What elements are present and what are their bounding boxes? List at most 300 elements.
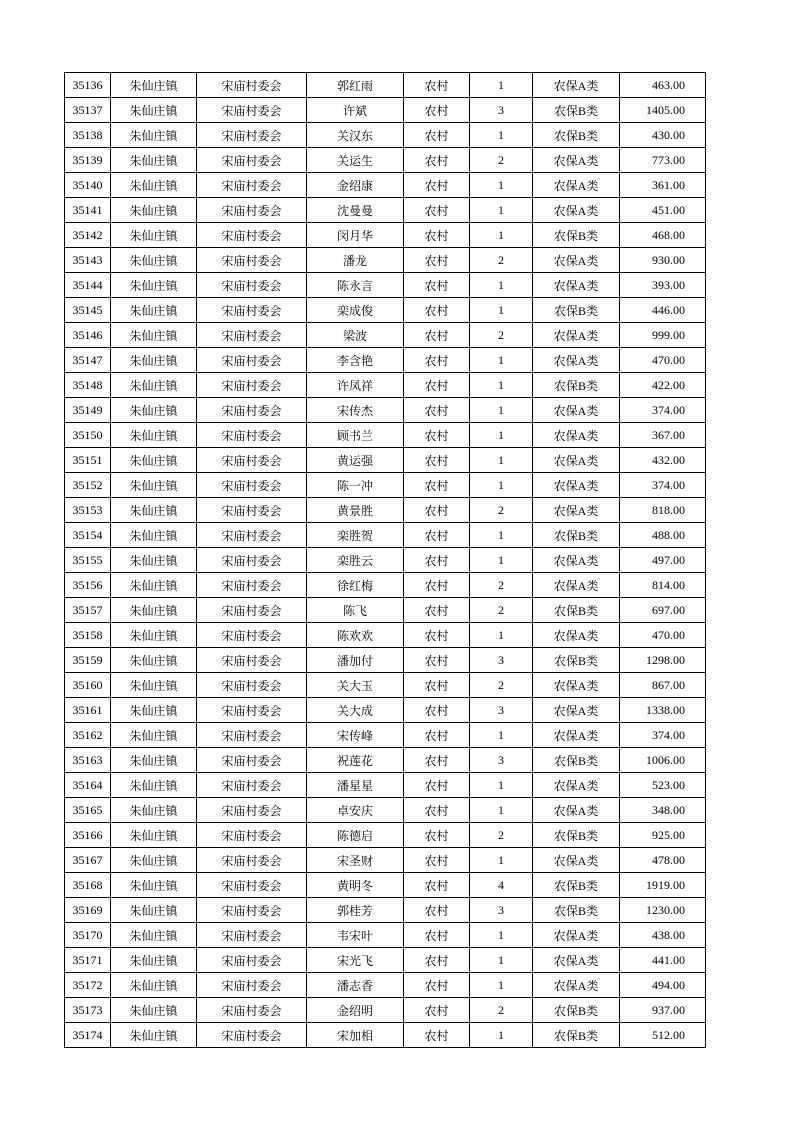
cell-count: 1 xyxy=(470,923,533,948)
cell-amount: 470.00 xyxy=(620,623,706,648)
cell-id: 35155 xyxy=(65,548,111,573)
cell-id: 35163 xyxy=(65,748,111,773)
cell-name: 徐红梅 xyxy=(307,573,404,598)
cell-insurance-type: 农保A类 xyxy=(533,723,620,748)
cell-id: 35157 xyxy=(65,598,111,623)
cell-id: 35166 xyxy=(65,823,111,848)
cell-village-committee: 宋庙村委会 xyxy=(197,598,307,623)
cell-amount: 430.00 xyxy=(620,123,706,148)
table-row xyxy=(65,123,706,148)
cell-id: 35165 xyxy=(65,798,111,823)
cell-id: 35168 xyxy=(65,873,111,898)
cell-id: 35172 xyxy=(65,973,111,998)
cell-amount: 441.00 xyxy=(620,948,706,973)
cell-count: 3 xyxy=(470,98,533,123)
cell-name: 宋传杰 xyxy=(307,398,404,423)
cell-id: 35167 xyxy=(65,848,111,873)
cell-count: 1 xyxy=(470,548,533,573)
cell-count: 1 xyxy=(470,623,533,648)
cell-village-committee: 宋庙村委会 xyxy=(197,798,307,823)
table-row xyxy=(65,248,706,273)
cell-village-committee: 宋庙村委会 xyxy=(197,98,307,123)
cell-amount: 451.00 xyxy=(620,198,706,223)
table-row xyxy=(65,748,706,773)
cell-amount: 1405.00 xyxy=(620,98,706,123)
cell-town: 朱仙庄镇 xyxy=(111,673,197,698)
cell-name: 许凤祥 xyxy=(307,373,404,398)
cell-town: 朱仙庄镇 xyxy=(111,573,197,598)
cell-id: 35161 xyxy=(65,698,111,723)
cell-id: 35148 xyxy=(65,373,111,398)
table-row xyxy=(65,548,706,573)
cell-insurance-type: 农保B类 xyxy=(533,1023,620,1048)
cell-count: 1 xyxy=(470,398,533,423)
cell-amount: 422.00 xyxy=(620,373,706,398)
cell-category: 农村 xyxy=(404,448,470,473)
cell-village-committee: 宋庙村委会 xyxy=(197,973,307,998)
cell-insurance-type: 农保B类 xyxy=(533,223,620,248)
cell-id: 35154 xyxy=(65,523,111,548)
cell-count: 1 xyxy=(470,223,533,248)
cell-insurance-type: 农保A类 xyxy=(533,273,620,298)
table-row xyxy=(65,998,706,1023)
cell-category: 农村 xyxy=(404,173,470,198)
cell-insurance-type: 农保B类 xyxy=(533,873,620,898)
cell-town: 朱仙庄镇 xyxy=(111,348,197,373)
cell-town: 朱仙庄镇 xyxy=(111,548,197,573)
table-row xyxy=(65,423,706,448)
cell-count: 1 xyxy=(470,123,533,148)
cell-insurance-type: 农保A类 xyxy=(533,773,620,798)
cell-category: 农村 xyxy=(404,348,470,373)
table-row xyxy=(65,573,706,598)
cell-name: 宋圣财 xyxy=(307,848,404,873)
cell-count: 1 xyxy=(470,523,533,548)
table-row xyxy=(65,223,706,248)
cell-town: 朱仙庄镇 xyxy=(111,648,197,673)
cell-village-committee: 宋庙村委会 xyxy=(197,823,307,848)
table-row xyxy=(65,948,706,973)
cell-count: 1 xyxy=(470,448,533,473)
cell-amount: 999.00 xyxy=(620,323,706,348)
cell-name: 韦宋叶 xyxy=(307,923,404,948)
table-row xyxy=(65,798,706,823)
cell-category: 农村 xyxy=(404,948,470,973)
cell-category: 农村 xyxy=(404,398,470,423)
cell-amount: 523.00 xyxy=(620,773,706,798)
cell-category: 农村 xyxy=(404,848,470,873)
cell-count: 1 xyxy=(470,798,533,823)
cell-insurance-type: 农保B类 xyxy=(533,373,620,398)
cell-village-committee: 宋庙村委会 xyxy=(197,223,307,248)
cell-id: 35140 xyxy=(65,173,111,198)
table-row xyxy=(65,198,706,223)
cell-id: 35151 xyxy=(65,448,111,473)
cell-count: 3 xyxy=(470,898,533,923)
cell-village-committee: 宋庙村委会 xyxy=(197,1023,307,1048)
cell-town: 朱仙庄镇 xyxy=(111,223,197,248)
cell-amount: 348.00 xyxy=(620,798,706,823)
table-row xyxy=(65,523,706,548)
cell-insurance-type: 农保A类 xyxy=(533,398,620,423)
cell-village-committee: 宋庙村委会 xyxy=(197,848,307,873)
cell-category: 农村 xyxy=(404,873,470,898)
cell-count: 1 xyxy=(470,373,533,398)
cell-name: 潘龙 xyxy=(307,248,404,273)
cell-town: 朱仙庄镇 xyxy=(111,873,197,898)
cell-town: 朱仙庄镇 xyxy=(111,323,197,348)
table-row xyxy=(65,148,706,173)
cell-amount: 925.00 xyxy=(620,823,706,848)
cell-id: 35162 xyxy=(65,723,111,748)
cell-town: 朱仙庄镇 xyxy=(111,373,197,398)
cell-name: 潘加付 xyxy=(307,648,404,673)
cell-insurance-type: 农保A类 xyxy=(533,848,620,873)
cell-name: 潘志香 xyxy=(307,973,404,998)
cell-insurance-type: 农保A类 xyxy=(533,623,620,648)
cell-id: 35159 xyxy=(65,648,111,673)
cell-name: 李含艳 xyxy=(307,348,404,373)
cell-name: 陈德启 xyxy=(307,823,404,848)
cell-id: 35141 xyxy=(65,198,111,223)
cell-id: 35171 xyxy=(65,948,111,973)
cell-village-committee: 宋庙村委会 xyxy=(197,498,307,523)
cell-amount: 438.00 xyxy=(620,923,706,948)
table-row xyxy=(65,673,706,698)
cell-name: 陈永言 xyxy=(307,273,404,298)
cell-id: 35173 xyxy=(65,998,111,1023)
cell-amount: 818.00 xyxy=(620,498,706,523)
table-row xyxy=(65,98,706,123)
cell-insurance-type: 农保B类 xyxy=(533,598,620,623)
cell-count: 2 xyxy=(470,673,533,698)
cell-insurance-type: 农保A类 xyxy=(533,673,620,698)
cell-id: 35138 xyxy=(65,123,111,148)
cell-amount: 432.00 xyxy=(620,448,706,473)
cell-amount: 393.00 xyxy=(620,273,706,298)
cell-category: 农村 xyxy=(404,898,470,923)
cell-count: 1 xyxy=(470,423,533,448)
cell-insurance-type: 农保A类 xyxy=(533,448,620,473)
cell-town: 朱仙庄镇 xyxy=(111,423,197,448)
cell-town: 朱仙庄镇 xyxy=(111,523,197,548)
cell-town: 朱仙庄镇 xyxy=(111,773,197,798)
cell-category: 农村 xyxy=(404,223,470,248)
cell-amount: 1230.00 xyxy=(620,898,706,923)
cell-insurance-type: 农保A类 xyxy=(533,473,620,498)
table-row xyxy=(65,823,706,848)
cell-count: 3 xyxy=(470,698,533,723)
cell-town: 朱仙庄镇 xyxy=(111,973,197,998)
table-row xyxy=(65,298,706,323)
cell-name: 卓安庆 xyxy=(307,798,404,823)
cell-village-committee: 宋庙村委会 xyxy=(197,898,307,923)
cell-name: 陈欢欢 xyxy=(307,623,404,648)
cell-amount: 494.00 xyxy=(620,973,706,998)
cell-village-committee: 宋庙村委会 xyxy=(197,698,307,723)
cell-name: 闵月华 xyxy=(307,223,404,248)
cell-name: 黄明冬 xyxy=(307,873,404,898)
cell-category: 农村 xyxy=(404,1023,470,1048)
cell-amount: 463.00 xyxy=(620,73,706,98)
cell-count: 2 xyxy=(470,598,533,623)
cell-insurance-type: 农保B类 xyxy=(533,823,620,848)
cell-town: 朱仙庄镇 xyxy=(111,298,197,323)
cell-insurance-type: 农保B类 xyxy=(533,748,620,773)
cell-name: 关大玉 xyxy=(307,673,404,698)
cell-village-committee: 宋庙村委会 xyxy=(197,948,307,973)
cell-amount: 468.00 xyxy=(620,223,706,248)
cell-amount: 814.00 xyxy=(620,573,706,598)
cell-name: 郭桂芳 xyxy=(307,898,404,923)
cell-name: 郭红雨 xyxy=(307,73,404,98)
cell-insurance-type: 农保A类 xyxy=(533,423,620,448)
cell-town: 朱仙庄镇 xyxy=(111,273,197,298)
cell-category: 农村 xyxy=(404,148,470,173)
cell-count: 2 xyxy=(470,248,533,273)
cell-name: 金绍康 xyxy=(307,173,404,198)
cell-id: 35153 xyxy=(65,498,111,523)
table-row xyxy=(65,273,706,298)
table-row xyxy=(65,1023,706,1048)
cell-village-committee: 宋庙村委会 xyxy=(197,323,307,348)
cell-name: 栾胜云 xyxy=(307,548,404,573)
cell-category: 农村 xyxy=(404,598,470,623)
cell-count: 1 xyxy=(470,273,533,298)
cell-name: 关汉东 xyxy=(307,123,404,148)
cell-category: 农村 xyxy=(404,248,470,273)
cell-count: 2 xyxy=(470,823,533,848)
cell-insurance-type: 农保A类 xyxy=(533,348,620,373)
cell-insurance-type: 农保A类 xyxy=(533,73,620,98)
cell-name: 金绍明 xyxy=(307,998,404,1023)
cell-town: 朱仙庄镇 xyxy=(111,1023,197,1048)
table-row xyxy=(65,348,706,373)
cell-name: 栾胜贺 xyxy=(307,523,404,548)
cell-village-committee: 宋庙村委会 xyxy=(197,873,307,898)
cell-town: 朱仙庄镇 xyxy=(111,998,197,1023)
cell-insurance-type: 农保A类 xyxy=(533,798,620,823)
cell-name: 沈曼曼 xyxy=(307,198,404,223)
cell-id: 35156 xyxy=(65,573,111,598)
table-row xyxy=(65,323,706,348)
cell-town: 朱仙庄镇 xyxy=(111,848,197,873)
cell-town: 朱仙庄镇 xyxy=(111,448,197,473)
cell-id: 35139 xyxy=(65,148,111,173)
cell-insurance-type: 农保A类 xyxy=(533,923,620,948)
cell-village-committee: 宋庙村委会 xyxy=(197,623,307,648)
cell-id: 35164 xyxy=(65,773,111,798)
cell-id: 35144 xyxy=(65,273,111,298)
cell-insurance-type: 农保B类 xyxy=(533,298,620,323)
cell-id: 35158 xyxy=(65,623,111,648)
cell-village-committee: 宋庙村委会 xyxy=(197,273,307,298)
cell-category: 农村 xyxy=(404,973,470,998)
cell-amount: 930.00 xyxy=(620,248,706,273)
cell-insurance-type: 农保A类 xyxy=(533,573,620,598)
cell-count: 1 xyxy=(470,773,533,798)
cell-name: 顾书兰 xyxy=(307,423,404,448)
cell-amount: 867.00 xyxy=(620,673,706,698)
cell-category: 农村 xyxy=(404,923,470,948)
cell-town: 朱仙庄镇 xyxy=(111,73,197,98)
cell-category: 农村 xyxy=(404,698,470,723)
cell-village-committee: 宋庙村委会 xyxy=(197,748,307,773)
cell-category: 农村 xyxy=(404,73,470,98)
cell-town: 朱仙庄镇 xyxy=(111,198,197,223)
cell-count: 2 xyxy=(470,498,533,523)
cell-village-committee: 宋庙村委会 xyxy=(197,398,307,423)
cell-category: 农村 xyxy=(404,773,470,798)
cell-count: 1 xyxy=(470,948,533,973)
cell-category: 农村 xyxy=(404,723,470,748)
cell-count: 1 xyxy=(470,723,533,748)
cell-amount: 1338.00 xyxy=(620,698,706,723)
cell-insurance-type: 农保B类 xyxy=(533,898,620,923)
cell-amount: 1298.00 xyxy=(620,648,706,673)
table-row xyxy=(65,473,706,498)
cell-id: 35146 xyxy=(65,323,111,348)
cell-id: 35149 xyxy=(65,398,111,423)
table-row xyxy=(65,373,706,398)
cell-village-committee: 宋庙村委会 xyxy=(197,673,307,698)
cell-id: 35147 xyxy=(65,348,111,373)
cell-name: 梁波 xyxy=(307,323,404,348)
cell-category: 农村 xyxy=(404,423,470,448)
cell-category: 农村 xyxy=(404,323,470,348)
cell-insurance-type: 农保A类 xyxy=(533,248,620,273)
table-body xyxy=(65,73,706,1048)
cell-insurance-type: 农保A类 xyxy=(533,148,620,173)
cell-town: 朱仙庄镇 xyxy=(111,173,197,198)
cell-amount: 374.00 xyxy=(620,398,706,423)
cell-village-committee: 宋庙村委会 xyxy=(197,73,307,98)
cell-town: 朱仙庄镇 xyxy=(111,823,197,848)
cell-town: 朱仙庄镇 xyxy=(111,148,197,173)
cell-amount: 488.00 xyxy=(620,523,706,548)
cell-id: 35137 xyxy=(65,98,111,123)
cell-amount: 1006.00 xyxy=(620,748,706,773)
cell-town: 朱仙庄镇 xyxy=(111,898,197,923)
cell-category: 农村 xyxy=(404,98,470,123)
cell-count: 1 xyxy=(470,298,533,323)
cell-village-committee: 宋庙村委会 xyxy=(197,298,307,323)
cell-amount: 478.00 xyxy=(620,848,706,873)
cell-count: 3 xyxy=(470,648,533,673)
cell-insurance-type: 农保A类 xyxy=(533,323,620,348)
cell-insurance-type: 农保B类 xyxy=(533,648,620,673)
cell-category: 农村 xyxy=(404,198,470,223)
table-row xyxy=(65,698,706,723)
table-row xyxy=(65,873,706,898)
cell-id: 35150 xyxy=(65,423,111,448)
cell-insurance-type: 农保B类 xyxy=(533,123,620,148)
table-row xyxy=(65,498,706,523)
cell-category: 农村 xyxy=(404,298,470,323)
table-row xyxy=(65,923,706,948)
cell-town: 朱仙庄镇 xyxy=(111,398,197,423)
table-row xyxy=(65,398,706,423)
cell-name: 宋传峰 xyxy=(307,723,404,748)
cell-insurance-type: 农保A类 xyxy=(533,973,620,998)
cell-count: 1 xyxy=(470,73,533,98)
cell-insurance-type: 农保B类 xyxy=(533,523,620,548)
cell-category: 农村 xyxy=(404,373,470,398)
cell-village-committee: 宋庙村委会 xyxy=(197,573,307,598)
cell-category: 农村 xyxy=(404,648,470,673)
table-row xyxy=(65,173,706,198)
cell-count: 3 xyxy=(470,748,533,773)
cell-village-committee: 宋庙村委会 xyxy=(197,523,307,548)
cell-village-committee: 宋庙村委会 xyxy=(197,423,307,448)
cell-village-committee: 宋庙村委会 xyxy=(197,148,307,173)
cell-town: 朱仙庄镇 xyxy=(111,498,197,523)
cell-village-committee: 宋庙村委会 xyxy=(197,723,307,748)
cell-name: 黄运强 xyxy=(307,448,404,473)
cell-town: 朱仙庄镇 xyxy=(111,723,197,748)
cell-category: 农村 xyxy=(404,748,470,773)
cell-name: 宋光飞 xyxy=(307,948,404,973)
cell-amount: 512.00 xyxy=(620,1023,706,1048)
cell-category: 农村 xyxy=(404,523,470,548)
cell-count: 4 xyxy=(470,873,533,898)
table-row xyxy=(65,448,706,473)
cell-category: 农村 xyxy=(404,473,470,498)
cell-insurance-type: 农保A类 xyxy=(533,498,620,523)
cell-insurance-type: 农保B类 xyxy=(533,98,620,123)
cell-name: 陈飞 xyxy=(307,598,404,623)
table-row xyxy=(65,898,706,923)
cell-insurance-type: 农保A类 xyxy=(533,548,620,573)
cell-category: 农村 xyxy=(404,823,470,848)
cell-town: 朱仙庄镇 xyxy=(111,748,197,773)
cell-village-committee: 宋庙村委会 xyxy=(197,648,307,673)
cell-town: 朱仙庄镇 xyxy=(111,98,197,123)
cell-count: 2 xyxy=(470,998,533,1023)
cell-id: 35136 xyxy=(65,73,111,98)
cell-town: 朱仙庄镇 xyxy=(111,698,197,723)
cell-town: 朱仙庄镇 xyxy=(111,248,197,273)
cell-village-committee: 宋庙村委会 xyxy=(197,373,307,398)
cell-amount: 497.00 xyxy=(620,548,706,573)
cell-count: 2 xyxy=(470,573,533,598)
cell-name: 陈一冲 xyxy=(307,473,404,498)
cell-category: 农村 xyxy=(404,673,470,698)
cell-amount: 1919.00 xyxy=(620,873,706,898)
cell-category: 农村 xyxy=(404,498,470,523)
cell-category: 农村 xyxy=(404,273,470,298)
table-row xyxy=(65,848,706,873)
cell-category: 农村 xyxy=(404,573,470,598)
cell-id: 35169 xyxy=(65,898,111,923)
cell-name: 宋加相 xyxy=(307,1023,404,1048)
cell-id: 35142 xyxy=(65,223,111,248)
cell-amount: 374.00 xyxy=(620,473,706,498)
cell-amount: 361.00 xyxy=(620,173,706,198)
cell-name: 关大成 xyxy=(307,698,404,723)
table-row xyxy=(65,773,706,798)
cell-town: 朱仙庄镇 xyxy=(111,923,197,948)
cell-town: 朱仙庄镇 xyxy=(111,598,197,623)
cell-village-committee: 宋庙村委会 xyxy=(197,123,307,148)
cell-insurance-type: 农保B类 xyxy=(533,998,620,1023)
cell-count: 2 xyxy=(470,148,533,173)
document-page xyxy=(64,72,706,1048)
cell-category: 农村 xyxy=(404,123,470,148)
cell-amount: 697.00 xyxy=(620,598,706,623)
cell-count: 1 xyxy=(470,473,533,498)
table-row xyxy=(65,973,706,998)
